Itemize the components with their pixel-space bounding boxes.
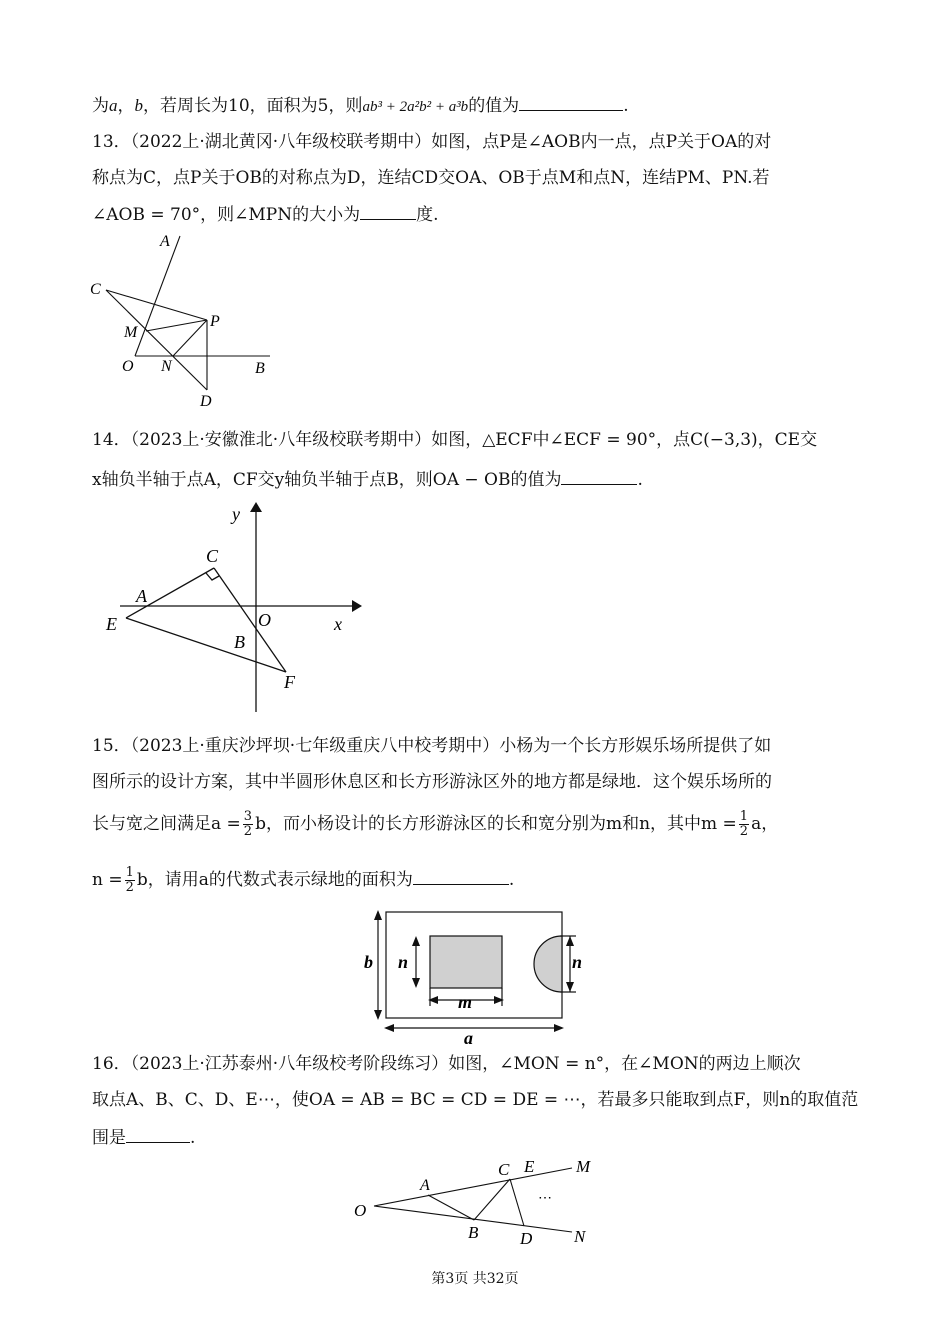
q16-label-D: D — [520, 1229, 533, 1248]
q14-label-A: A — [136, 586, 147, 606]
q16-label-N: N — [574, 1227, 586, 1246]
q16-figure — [350, 1150, 600, 1250]
q13-line3: ∠AOB = 70°，则∠MPN的大小为 度. — [92, 201, 439, 227]
q13-figure — [80, 228, 300, 414]
q14-label-O: O — [258, 610, 271, 630]
q16-label-O: O — [354, 1201, 367, 1220]
q13-label-A: A — [160, 233, 170, 250]
q16-label-E: E — [524, 1157, 535, 1176]
q13-label-D: D — [200, 393, 212, 410]
q15-label-a: a — [464, 1028, 473, 1048]
q14-label-E: E — [106, 614, 117, 634]
q16-ellipsis: ⋯ — [538, 1191, 552, 1206]
fraction-3-2: $\frac{3}{2}$ — [243, 809, 253, 839]
q13-line1: 13．（2022上·湖北黄冈·八年级校联考期中）如图，点P是∠AOB内一点，点P关于OA的对 — [92, 132, 772, 152]
q16-label-C: C — [498, 1160, 510, 1179]
q16-label-M: M — [576, 1157, 591, 1176]
q15-label-b: b — [364, 952, 373, 972]
q13-label-P: P — [210, 313, 220, 330]
q14-label-B: B — [234, 632, 245, 652]
q13-answer-blank — [360, 201, 416, 220]
q14-label-F: F — [284, 672, 295, 692]
q14-label-x: x — [334, 614, 342, 634]
q13-label-M: M — [124, 324, 138, 341]
q13-label-B: B — [255, 360, 265, 377]
page-footer: 第3页 共32页 — [431, 1271, 519, 1287]
q14-label-C: C — [206, 546, 219, 566]
q15-label-n-right: n — [572, 952, 583, 972]
q14-figure — [100, 500, 370, 715]
q16-label-A: A — [420, 1177, 430, 1194]
q13-label-O: O — [122, 358, 134, 375]
q15-line4: n = $\frac{1}{2}$ b，请用a的代数式表示绿地的面积为 . — [92, 865, 515, 895]
q12-answer-blank — [519, 92, 623, 111]
q15-line1: 15．（2023上·重庆沙坪坝·七年级重庆八中校考期中）小杨为一个长方形娱乐场所提供了如 — [92, 736, 772, 756]
q16-label-B: B — [468, 1223, 479, 1242]
q15-answer-blank — [413, 866, 509, 885]
q14-label-y: y — [232, 504, 240, 524]
q13-line2: 称点为C，点P关于OB的对称点为D，连结CD交OA、OB于点M和点N，连结PM、PN.若 — [92, 168, 770, 188]
q16-line2: 取点A、B、C、D、E⋯，使OA = AB = BC = CD = DE = ⋯，若最多只能取到点F，则n的取值范 — [92, 1090, 859, 1110]
q15-figure — [360, 904, 583, 1048]
fraction-1-2: $\frac{1}{2}$ — [739, 809, 749, 839]
q16-line3: 围是 . — [92, 1124, 195, 1150]
q15-line2: 图所示的设计方案，其中半圆形休息区和长方形游泳区外的地方都是绿地．这个娱乐场所的 — [92, 772, 772, 792]
fraction-1-2-b: $\frac{1}{2}$ — [125, 865, 134, 895]
q15-label-n-left: n — [398, 952, 409, 972]
q14-line1: 14．（2023上·安徽淮北·八年级校联考期中）如图，△ECF中∠ECF = 90°，点C(−3,3)，CE交 — [92, 430, 818, 450]
q13-label-N: N — [161, 358, 172, 375]
q15-label-m: m — [458, 992, 473, 1012]
q15-line3: 长与宽之间满足a = $\frac{3}{2}$ b，而小杨设计的长方形游泳区的长和宽分别为m和n，其中m = $\frac{1}{2}$ a， — [92, 809, 779, 839]
q14-line2: x轴负半轴于点A，CF交y轴负半轴于点B，则OA − OB的值为 . — [92, 466, 643, 492]
q14-answer-blank — [561, 466, 637, 485]
q13-label-C: C — [90, 281, 101, 298]
q16-answer-blank — [126, 1124, 190, 1143]
q12-line: 为a，b，若周长为10，面积为5，则ab³ + 2a²b² + a³b的值为 . — [92, 92, 629, 119]
q16-line1: 16．（2023上·江苏泰州·八年级校考阶段练习）如图，∠MON = n°，在∠MON的两边上顺次 — [92, 1054, 801, 1074]
